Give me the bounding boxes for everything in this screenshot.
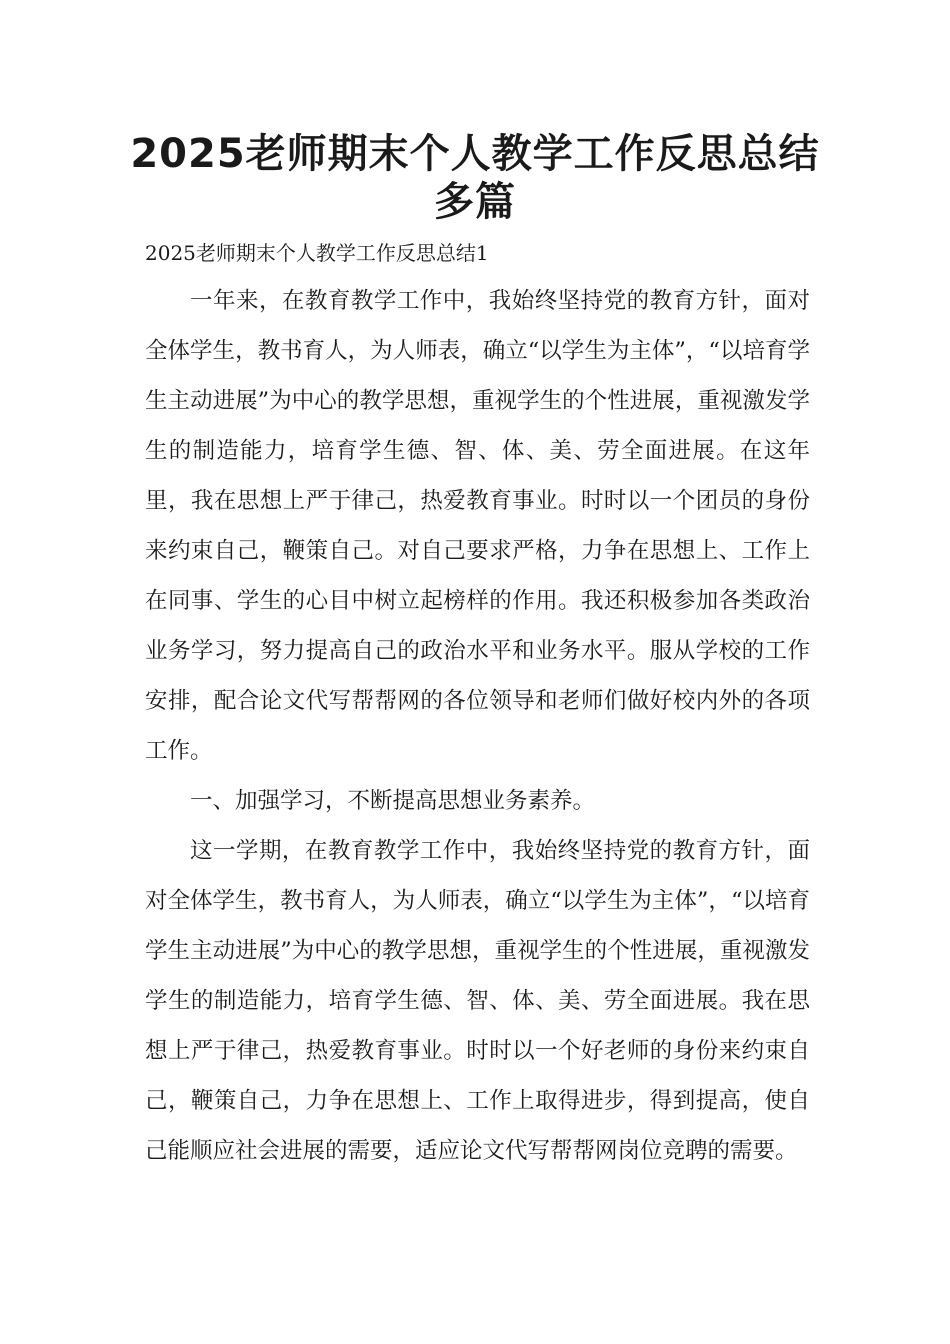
document-body — [145, 276, 810, 1176]
paragraph-section-heading: 一、加强学习，不断提高思想业务素养。 — [190, 788, 596, 814]
section-subheading: 2025老师期末个人教学工作反思总结1 — [145, 241, 489, 265]
paragraph-intro: 一年来，在教育教学工作中，我始终坚持党的教育方针，面对全体学生，教书育人，为人师表，确立“以学生为主体”，“以培育学生主动进展”为中心的教学思想，重视学生的个性进展，重视激发学生的制造能力，培育学生德、智、体、美、劳全面进展。在这年里，我在思想上严于律己，热爱教育事业。时时以一个团员的身份来约束自己，鞭策自己。对自己要求严格，力争在思想上、工作上在同事、学生的心目中树立起榜样的作用。我还积极参加各类政治业务学习，努力提高自己的政治水平和业务水平。服从学校的工作安排，配合论文代写帮帮网的各位领导和老师们做好校内外的各项工作。 — [145, 288, 810, 764]
paragraph-semester: 这一学期，在教育教学工作中，我始终坚持党的教育方针，面对全体学生，教书育人，为人师表，确立“以学生为主体”，“以培育学生主动进展”为中心的教学思想，重视学生的个性进展，重视激发学生的制造能力，培育学生德、智、体、美、劳全面进展。我在思想上严于律己，热爱教育事业。时时以一个好老师的身份来约束自己，鞭策自己，力争在思想上、工作上取得进步，得到提高，使自己能顺应社会进展的需要，适应论文代写帮帮网岗位竞聘的需要。 — [145, 838, 810, 1164]
document-title: 2025老师期末个人教学工作反思总结多篇 — [130, 131, 820, 225]
